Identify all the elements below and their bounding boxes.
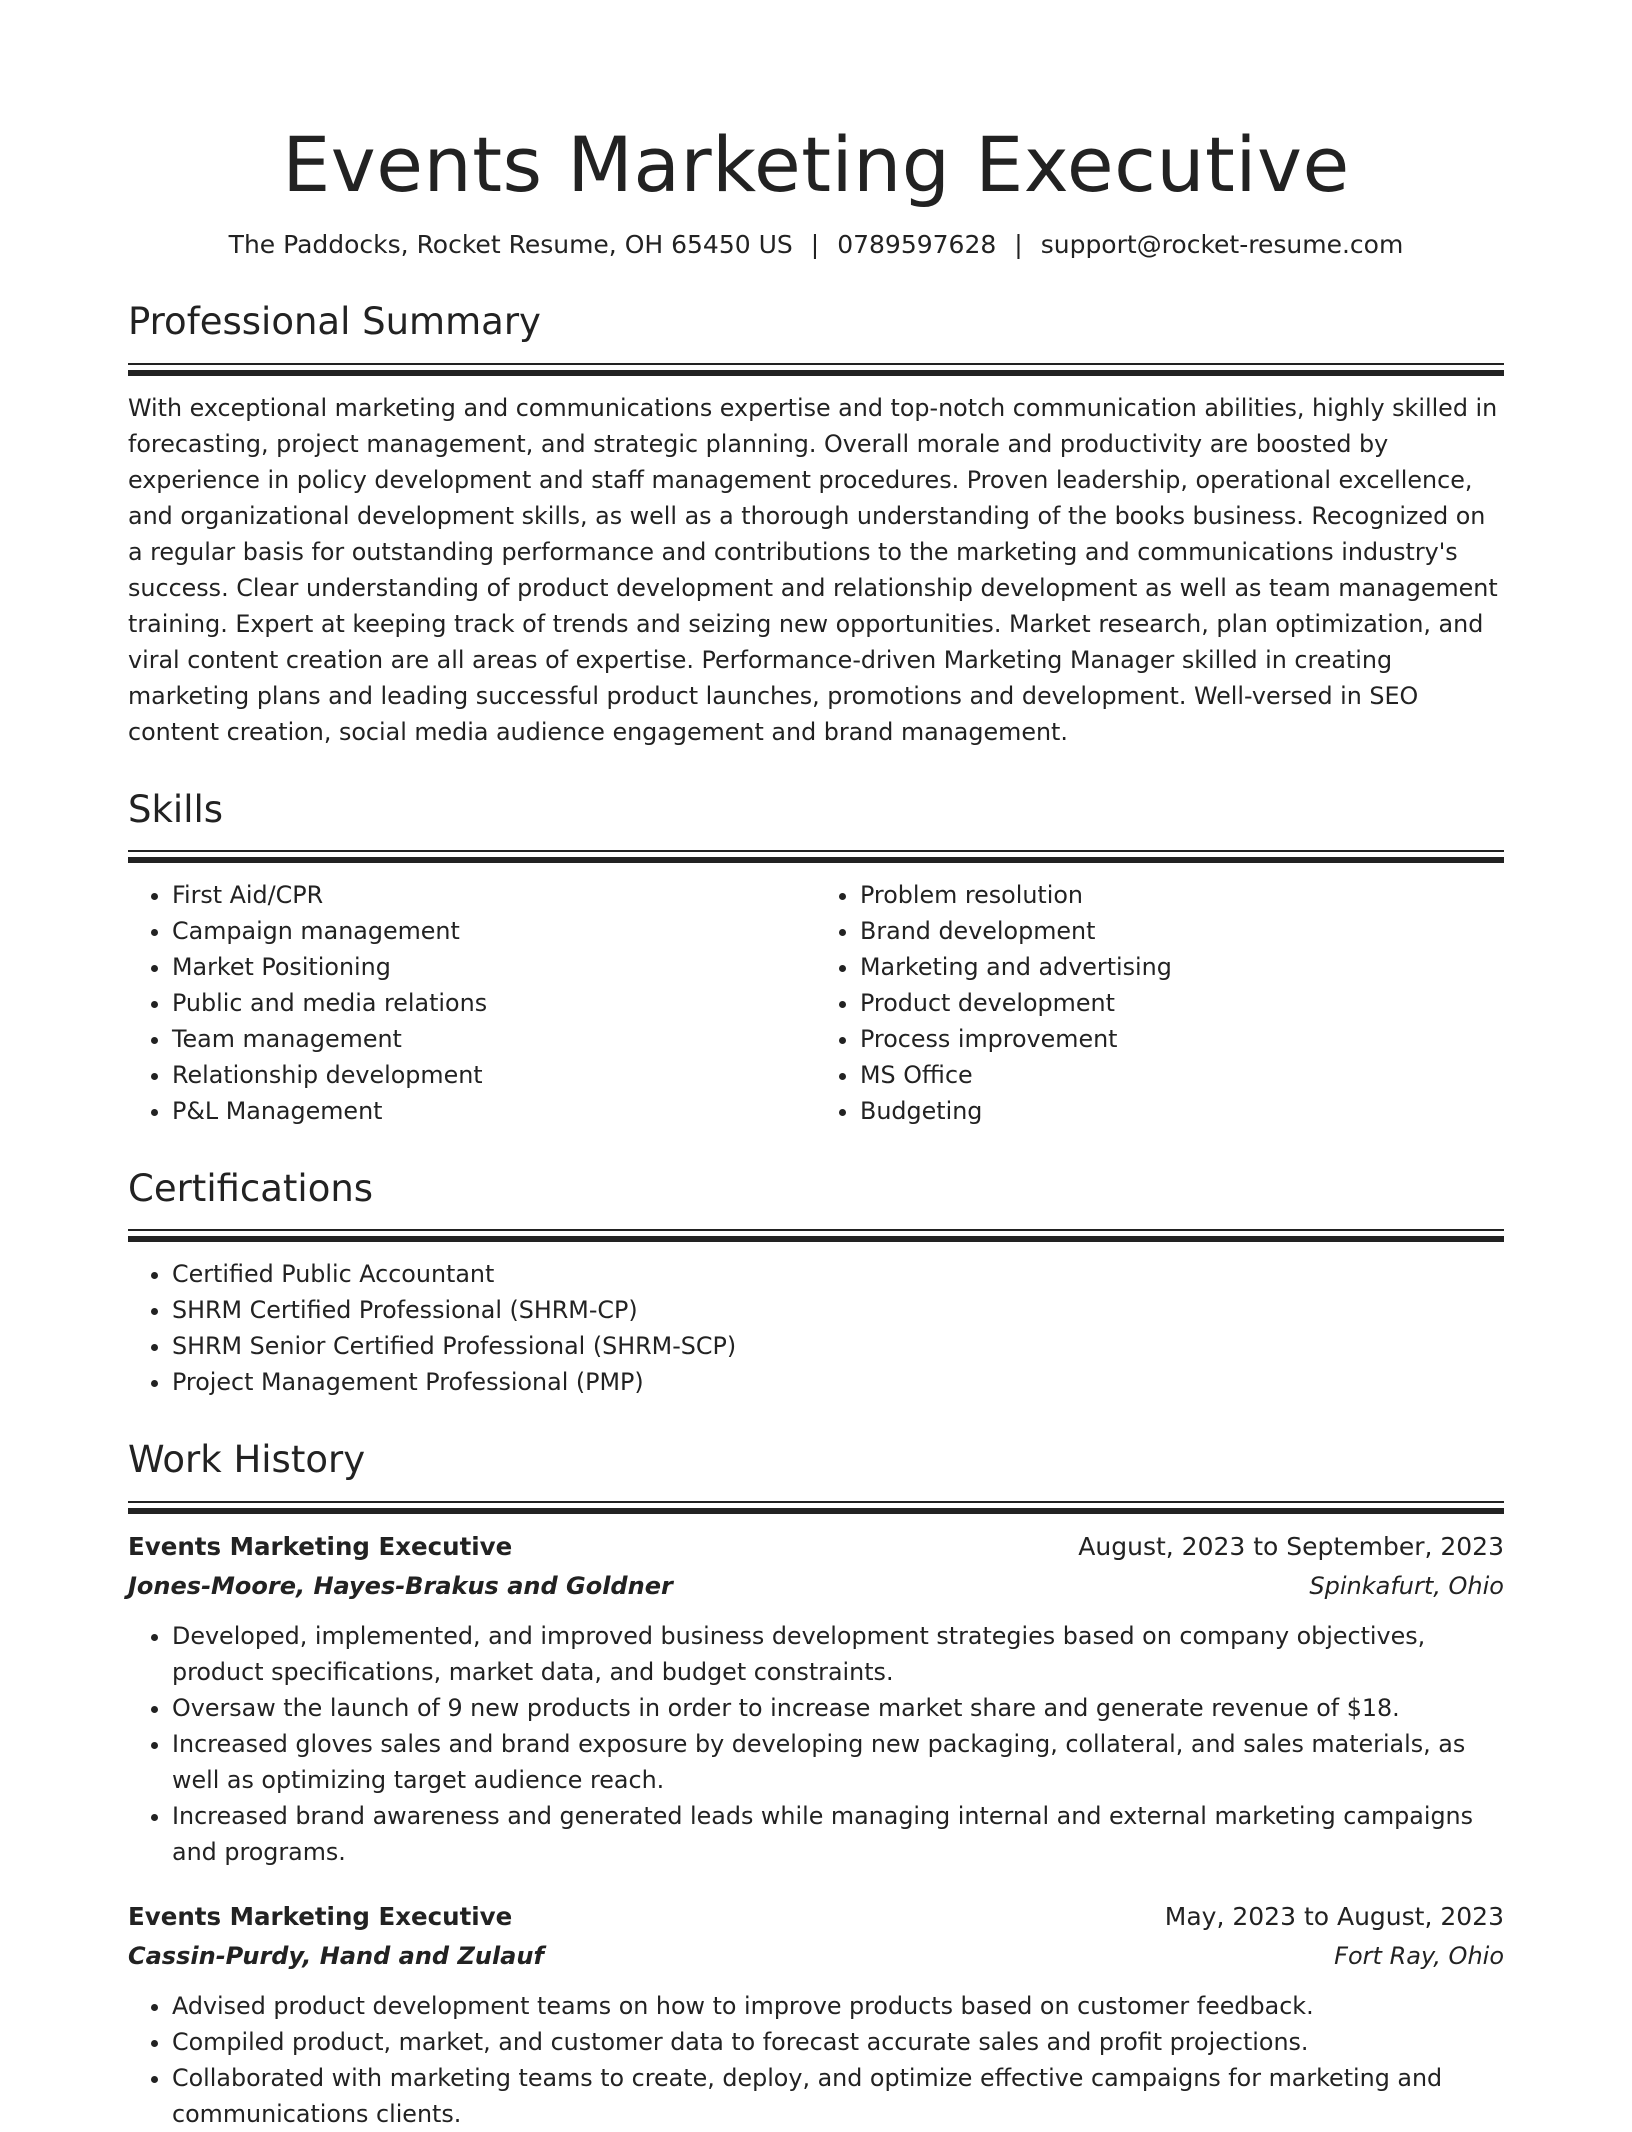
skill-item: • Campaign management [172,913,816,949]
section-title-work-history: Work History [128,1438,366,1482]
skills-section [128,788,1504,1129]
skill-item: • Market Positioning [172,949,816,985]
job-entry [128,1898,1504,2132]
certifications-section [128,1167,1504,1400]
job-entry [128,1528,1504,1870]
skills-grid [128,877,1504,1129]
skill-item: • Problem resolution [860,877,1504,913]
section-divider [128,363,1504,376]
summary-section [128,300,1504,749]
job-responsibilities [128,1988,1504,2132]
certification-item: • SHRM Certified Professional (SHRM-CP) [172,1292,1504,1328]
job-bullet: • Advised product development teams on how to improve products based on customer feedback. [172,1988,1504,2024]
certification-item: • SHRM Senior Certified Professional (SHRM-SCP) [172,1328,1504,1364]
skill-item: • MS Office [860,1057,1504,1093]
job-company-row [128,1566,1504,1606]
skill-item: • Brand development [860,913,1504,949]
job-bullet: • Oversaw the launch of 9 new products in order to increase market share and generate revenue of $18. [172,1690,1504,1726]
certification-item: • Project Management Professional (PMP) [172,1364,1504,1400]
job-bullet: • Increased brand awareness and generated leads while managing internal and external marketing campaigns and programs. [172,1798,1504,1870]
skill-item: • Process improvement [860,1021,1504,1057]
contact-separator: | [1014,230,1023,260]
contact-separator: | [810,230,820,260]
contact-line [128,227,1504,262]
job-company-row [128,1936,1504,1976]
job-title: Events Marketing Executive [128,1901,513,1931]
job-bullet: • Compiled product, market, and customer data to forecast accurate sales and profit projections. [172,2024,1504,2060]
job-header-row [128,1898,1504,1936]
skills-list-left [128,877,816,1129]
skill-item: • Public and media relations [172,985,816,1021]
job-location: Fort Ray, Ohio [1334,1941,1504,1970]
section-divider [128,850,1504,863]
job-dates: May, 2023 to August, 2023 [1164,1901,1504,1931]
job-bullet: • Collaborated with marketing teams to create, deploy, and optimize effective campaigns for marketing and communications clients. [172,2060,1504,2132]
section-divider [128,1229,1504,1242]
skills-list-right [816,877,1504,1129]
skill-item: • Budgeting [860,1093,1504,1129]
job-title: Events Marketing Executive [128,1531,513,1561]
section-title-summary: Professional Summary [128,300,541,344]
skill-item: • P&L Management [172,1093,816,1129]
contact-phone: 0789597628 [837,230,997,260]
skill-item: • Team management [172,1021,816,1057]
certification-item: • Certified Public Accountant [172,1256,1504,1292]
contact-email: support@rocket-resume.com [1040,230,1404,260]
contact-address: The Paddocks, Rocket Resume, OH 65450 US [228,230,793,260]
summary-text: With exceptional marketing and communications expertise and top-notch communication abilities, highly skilled in forecasting, project management, and strategic planning. Overall morale and productivity are boosted by experience in policy development and staff management procedures. Proven leadership, operational excellence, and organizational development skills, as well as a thorough understanding of the books business. Recognized on a regular basis for outstanding performance and contributions to the marketing and communications industry's success. Clear understanding of product development and relationship development as well as team management training. Expert at keeping track of trends and seizing new opportunities. Market research, plan optimization, and viral content creation are all areas of expertise. Performance-driven Marketing Manager skilled in creating marketing plans and leading successful product launches, promotions and development. Well-versed in SEO content creation, social media audience engagement and brand management. [128,393,1498,746]
candidate-name: Events Marketing Executive [282,120,1350,209]
skill-item: • Product development [860,985,1504,1021]
skill-item: • First Aid/CPR [172,877,816,913]
work-history-section [128,1438,1504,2131]
job-company: Cassin-Purdy, Hand and Zulauf [128,1941,544,1970]
certifications-list [128,1256,1504,1400]
skill-item: • Relationship development [172,1057,816,1093]
job-company: Jones-Moore, Hayes-Brakus and Goldner [128,1571,673,1600]
job-location: Spinkafurt, Ohio [1309,1571,1504,1600]
job-header-row [128,1528,1504,1566]
job-dates: August, 2023 to September, 2023 [1078,1531,1504,1561]
section-title-skills: Skills [128,787,224,831]
section-title-certifications: Certifications [128,1166,374,1210]
job-responsibilities [128,1618,1504,1870]
job-bullet: • Increased gloves sales and brand exposure by developing new packaging, collateral, and sales materials, as well as optimizing target audience reach. [172,1726,1504,1798]
job-bullet: • Developed, implemented, and improved business development strategies based on company objectives, product specifications, market data, and budget constraints. [172,1618,1504,1690]
skill-item: • Marketing and advertising [860,949,1504,985]
section-divider [128,1501,1504,1514]
